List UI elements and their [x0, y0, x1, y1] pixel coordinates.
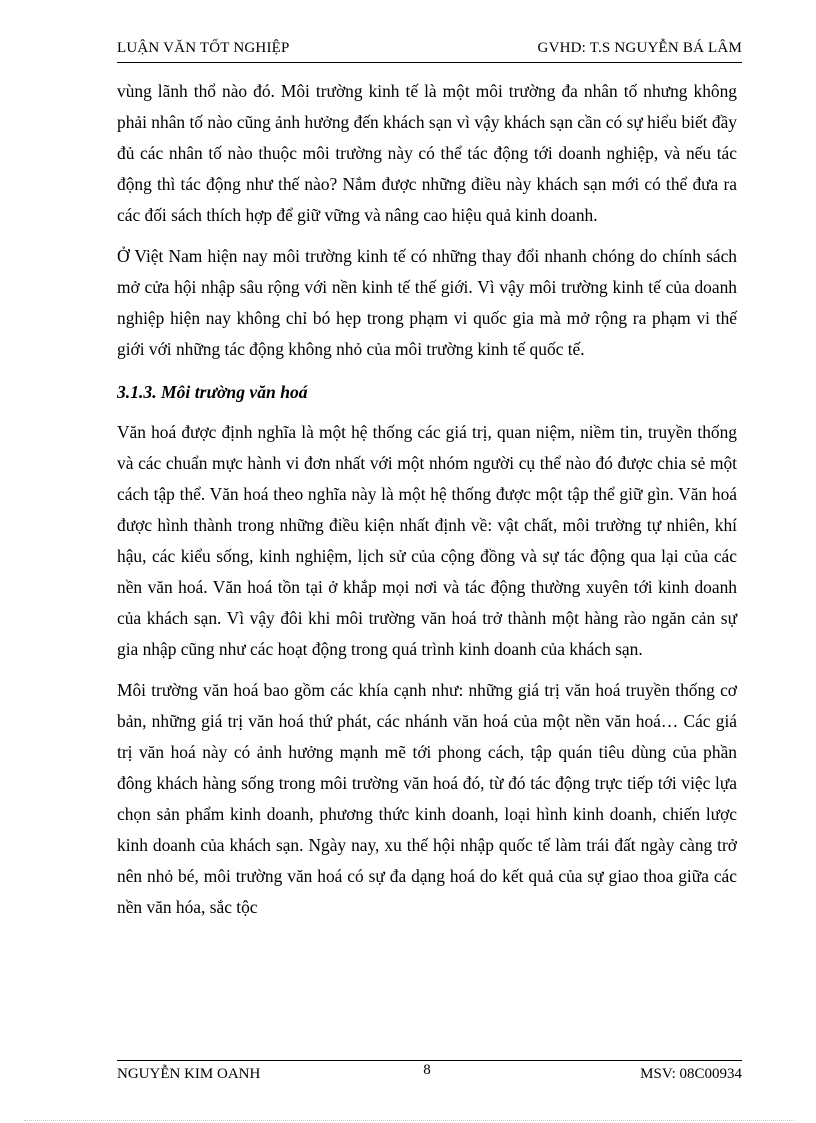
paragraph-vietnam-economy: Ở Việt Nam hiện nay môi trường kinh tế có những thay đổi nhanh chóng do chính sách mở cửa hội nhập sâu rộng với nền kinh tế thế giới. Vì vậy môi trường kinh tế của doanh nghiệp hiện nay không chỉ bó hẹp trong phạm vi quốc gia mà mở rộng ra phạm vi thế giới với những tác động không nhỏ của môi trường kinh tế quốc tế. — [117, 246, 737, 359]
paragraph-culture-definition: Văn hoá được định nghĩa là một hệ thống các giá trị, quan niệm, niềm tin, truyền thống và các chuẩn mực hành vi đơn nhất với một nhóm người cụ thể nào đó được chia sẻ một cách tập thể. Văn hoá theo nghĩa này là một hệ thống được một tập thể giữ gìn. Văn hoá được hình thành trong những điều kiện nhất định về: vật chất, môi trường tự nhiên, khí hậu, các kiểu sống, kinh nghiệm, lịch sử của cộng đồng và sự tác động qua lại của các nền văn hoá. Văn hoá tồn tại ở khắp mọi nơi và tác động thường xuyên tới kinh doanh của khách sạn. Vì vậy đôi khi môi trường văn hoá trở thành một hàng rào ngăn cản sự gia nhập cũng như các hoạt động trong quá trình kinh doanh của khách sạn. — [117, 422, 737, 659]
paragraph-culture-aspects: Môi trường văn hoá bao gồm các khía cạnh như: những giá trị văn hoá truyền thống cơ bản, những giá trị văn hoá thứ phát, các nhánh văn hoá của một nền văn hoá… Các giá trị văn hoá này có ảnh hưởng mạnh mẽ tới phong cách, tập quán tiêu dùng của phần đông khách hàng sống trong môi trường văn hoá đó, từ đó tác động trực tiếp tới việc lựa chọn sản phẩm kinh doanh, phương thức kinh doanh, loại hình kinh doanh, chiến lược kinh doanh của khách sạn. Ngày nay, xu thế hội nhập quốc tế làm trái đất ngày càng trở nên nhỏ bé, môi trường văn hoá có sự đa dạng hoá do kết quả của sự giao thoa giữa các nền văn hóa, sắc tộc — [117, 680, 737, 917]
footer-student-id: MSV: 08C00934 — [640, 1066, 742, 1082]
page-header — [117, 38, 742, 63]
page-number: 8 — [423, 1062, 431, 1078]
document-body — [117, 76, 737, 933]
header-supervisor: GVHD: T.S NGUYỄN BÁ LÂM — [537, 40, 742, 56]
paragraph-economic-environment-cont: vùng lãnh thổ nào đó. Môi trường kinh tế là một môi trường đa nhân tố nhưng không phải nhân tố nào cũng ảnh hưởng đến khách sạn vì vậy khách sạn cần có sự hiểu biết đầy đủ các nhân tố nào thuộc môi trường này có thể tác động tới doanh nghiệp, và nếu tác động thì tác động như thế nào? Nắm được những điều này khách sạn mới có thể đưa ra các đối sách thích hợp để giữ vững và nâng cao hiệu quả kinh doanh. — [117, 81, 737, 225]
page-footer — [117, 1062, 742, 1088]
page-bottom-edge — [24, 1120, 794, 1121]
section-heading: 3.1.3. Môi trường văn hoá — [117, 382, 308, 402]
footer-divider — [117, 1060, 742, 1061]
header-thesis-title: LUẬN VĂN TỐT NGHIỆP — [117, 40, 290, 56]
footer-author: NGUYỄN KIM OANH — [117, 1066, 261, 1082]
